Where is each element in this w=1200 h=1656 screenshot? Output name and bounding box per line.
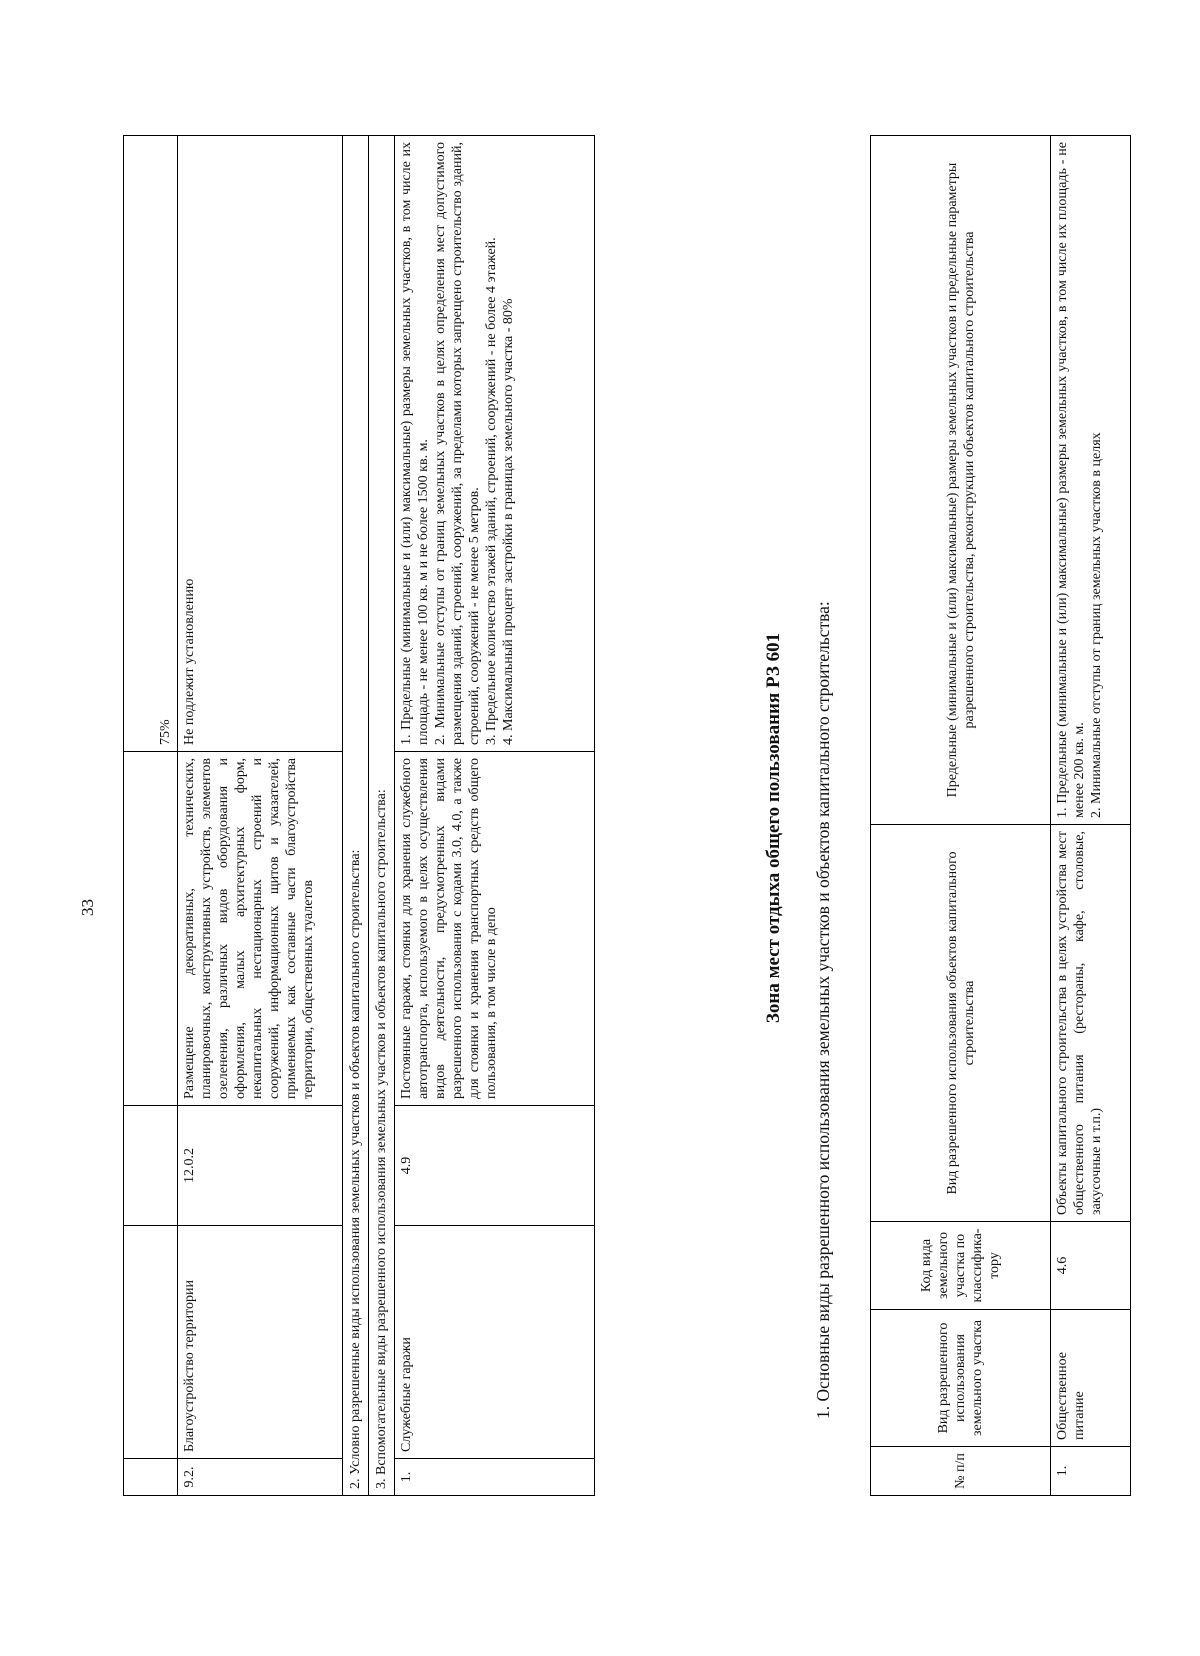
table-row (124, 136, 178, 1496)
table-row (178, 136, 343, 1496)
param-item: 1. Предельные (минимальные и (или) максимальные) размеры земельных участков, в том числе их площадь - не менее 200 кв. м. (1055, 142, 1087, 818)
section-row (343, 136, 369, 1496)
cell-name: Благоустройство территории (178, 1226, 343, 1459)
table-land-use-continued (123, 135, 595, 1496)
page-number: 33 (78, 899, 97, 916)
param-item: 4. Максимальный процент застройки в границах земельного участка - 80% (501, 298, 516, 745)
cell-name: Служебные гаражи (395, 1226, 595, 1459)
param-item: 1. Предельные (минимальные и (или) максимальные) размеры земельных участков, в том числе их площадь - не менее 100 кв. м и не более 1500 кв. м. (399, 142, 431, 745)
param-item: 3. Предельное количество этажей зданий, строений, сооружений - не более 4 этажей. (484, 237, 499, 745)
param-item: 2. Минимальные отступы от границ земельных участков в целях определения мест допустимого размещения зданий, строений, сооружений, за пределами которых запрещено строительство зданий, строений, сооружений - не менее 5 метров. (433, 142, 482, 745)
cell-code: 12.0.2 (178, 1106, 343, 1226)
header-desc: Вид разрешенного использования объектов капитального строительства (871, 825, 1051, 1222)
cell-params (395, 136, 595, 752)
header-num: № п/п (871, 1447, 1051, 1496)
cell-desc: Постоянные гаражи, стоянки для хранения служебного автотранспорта, используемого в целях осуществления видов деятельности, предусмотренных видами разрешенного использования с кодами 3.0, 4.0, а также для стоянки и хранения транспортных средств общего пользования, в том числе в депо (395, 752, 595, 1106)
table-header-row (871, 136, 1051, 1496)
cell-code: 4.9 (395, 1106, 595, 1226)
section-heading: 2. Условно разрешенные виды использования земельных участков и объектов капитального строительства: (343, 136, 369, 1496)
cell-name: Общественное питание (1051, 1310, 1131, 1447)
cell-params: Не подлежит установлению (178, 136, 343, 752)
cell-num: 9.2. (178, 1459, 343, 1496)
header-name: Вид разрешенного использования земельного участка (871, 1310, 1051, 1447)
table-zone-rz601 (870, 135, 1131, 1496)
header-params: Предельные (минимальные и (или) максимальные) размеры земельных участков и предельные параметры разрешенного строительства, реконструкции объектов капитального строительства (871, 136, 1051, 825)
cell-num: 1. (1051, 1447, 1131, 1496)
table-row (395, 136, 595, 1496)
param-item: 2. Минимальные отступы от границ земельных участков в целях (1089, 432, 1104, 818)
cell-code: 4.6 (1051, 1222, 1131, 1310)
cell-desc: Объекты капитального строительства в целях устройства мест общественного питания (рестораны, кафе, столовые, закусочные и т.п.) (1051, 825, 1131, 1222)
header-code: Код вида земельного участка по классифика-тору (871, 1222, 1051, 1310)
cell-params: 75% (124, 136, 178, 752)
section-heading: 3. Вспомогательные виды разрешенного использования земельных участков и объектов капитального строительства: (369, 136, 395, 1496)
table-row (1051, 136, 1131, 1496)
section-subtitle: 1. Основные виды разрешенного использования земельных участков и объектов капитального строительства: (813, 601, 833, 1419)
cell-params (1051, 136, 1131, 825)
zone-title: Зона мест отдыха общего пользования РЗ 601 (763, 632, 784, 1024)
section-row (369, 136, 395, 1496)
cell-desc: Размещение декоративных, технических, планировочных, конструктивных устройств, элементов озеленения, различных видов оборудования и оформления, малых архитектурных форм, некапитальных нестационарных строений и сооружений, информационных щитов и указателей, применяемых как составные части благоустройства территории, общественных туалетов (178, 752, 343, 1106)
cell-num: 1. (395, 1459, 595, 1496)
